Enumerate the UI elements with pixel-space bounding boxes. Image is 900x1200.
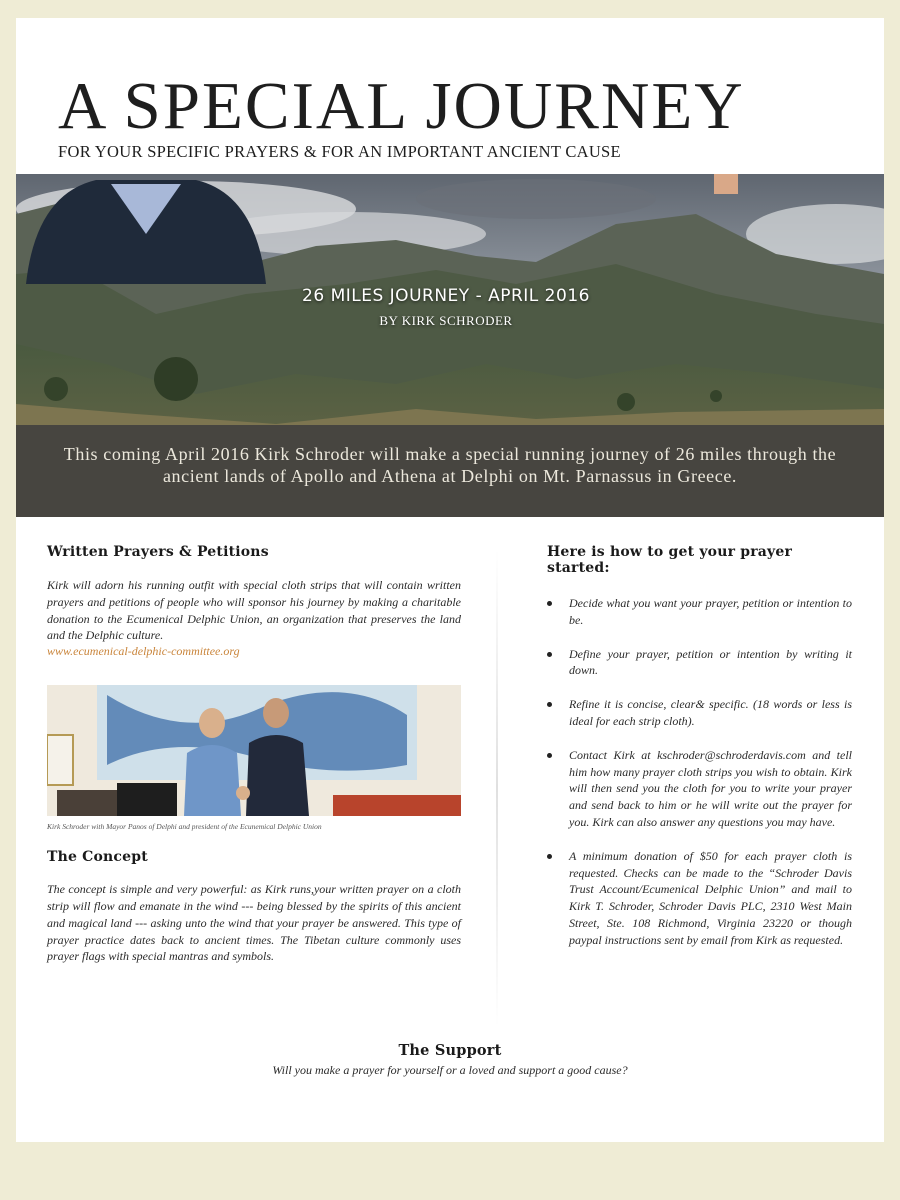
concept-text: The concept is simple and very powerful: as Kirk runs,your written prayer on a cloth strip will flow and emanate in the wind --- being blessed by the spirits of this ancient and magical land --- asking unto the wind that your prayer be answered. This type of prayer practice dates back to ancient times. The Tibetan culture commonly uses prayer flags with special mantras and symbols. xyxy=(47,882,461,964)
list-item: Refine it is concise, clear& specific. (18 words or less is ideal for each strip cloth). xyxy=(547,696,852,730)
right-column xyxy=(547,544,852,949)
prayers-heading: Written Prayers & Petitions xyxy=(47,544,269,560)
kirk-schroder-portrait xyxy=(16,174,276,284)
flyer-page xyxy=(16,18,884,1142)
support-text: Will you make a prayer for yourself or a loved and support a good cause? xyxy=(272,1063,628,1077)
hero-panorama xyxy=(16,174,884,517)
page-subtitle: FOR YOUR SPECIFIC PRAYERS & FOR AN IMPORTANT ANCIENT CAUSE xyxy=(58,142,621,161)
delphic-committee-link[interactable]: www.ecumenical-delphic-committee.org xyxy=(47,644,240,659)
concept-heading: The Concept xyxy=(47,849,148,866)
support-heading: The Support xyxy=(398,1042,502,1059)
steps-heading: Here is how to get your prayer started: xyxy=(547,544,793,576)
bullet-icon xyxy=(547,702,552,707)
steps-list xyxy=(547,595,852,949)
left-column xyxy=(47,544,461,965)
page-title: A SPECIAL JOURNEY xyxy=(58,69,745,143)
list-item: A minimum donation of $50 for each prayer cloth is requested. Checks can be made to the “Schroder Davis Trust Account/Ecumenical Delphic Union” and mail to Kirk T. Schroder, Schroder Davis PLC, 2310 West Main Street, Ste. 108 Richmond, Virginia 23220 or though paypal instructions sent by email from Kirk as requested. xyxy=(547,848,852,949)
bullet-icon xyxy=(547,601,552,606)
hero-title: 26 MILES JOURNEY - APRIL 2016 xyxy=(302,286,590,306)
column-divider xyxy=(496,548,498,1028)
bullet-icon xyxy=(547,854,552,859)
list-item: Decide what you want your prayer, petition or intention to be. xyxy=(547,595,852,629)
support-section xyxy=(16,1042,884,1078)
bullet-icon xyxy=(547,652,552,657)
bullet-icon xyxy=(547,753,552,758)
hero-banner xyxy=(16,425,884,517)
hero-banner-text: This coming April 2016 Kirk Schroder will make a special running journey of 26 miles through the ancient lands of Apollo and Athena at Delphi on Mt. Parnassus in Greece. xyxy=(63,444,837,486)
photo-caption: Kirk Schroder with Mayor Panos of Delphi and president of the Ecunemical Delphic Union xyxy=(47,822,322,832)
list-item: Contact Kirk at kschroder@schroderdavis.com and tell him how many prayer cloth strips you wish to obtain. Kirk will then send you the cloth for you to write your prayer and send back to him or he will write out the prayer for you. Kirk can also answer any questions you may have. xyxy=(547,747,852,831)
hero-byline: BY KIRK SCHRODER xyxy=(379,313,513,328)
handshake-photo xyxy=(47,685,461,816)
prayers-text: Kirk will adorn his running outfit with special cloth strips that will contain written prayers and petitions of people who will sponsor his journey by making a charitable donation to the Ecumenical Delphic Union, an organization that preserves the land and the Delphic culture. xyxy=(47,578,461,643)
list-item: Define your prayer, petition or intention by writing it down. xyxy=(547,646,852,680)
portrait-head xyxy=(676,174,776,194)
